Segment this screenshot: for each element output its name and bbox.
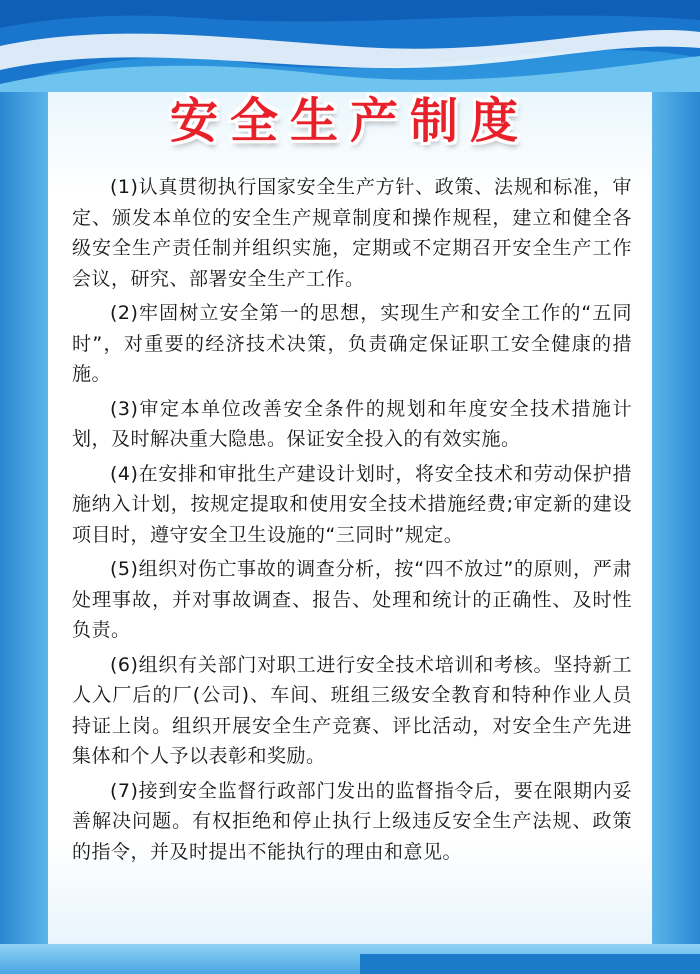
poster-title: 安全生产制度 [169,93,530,149]
regulation-item-7: (7)接到安全监督行政部门发出的监督指令后，要在限期内妥善解决问题。有权拒绝和停止执行上级违反安全生产法规、政策的指令，并及时提出不能执行的理由和意见。 [72,779,632,863]
regulation-item-4: (4)在安排和审批生产建设计划时，将安全技术和劳动保护措施纳入计划，按规定提取和使用安全技术措施经费;审定新的建设项目时，遵守安全卫生设施的“三同时”规定。 [72,462,632,546]
regulation-item-2: (2)牢固树立安全第一的思想，实现生产和安全工作的“五同时”，对重要的经济技术决策，负责确定保证职工安全健康的措施。 [72,302,632,385]
bottom-accent-bar [360,954,700,974]
regulation-text [72,172,632,871]
regulation-item-3: (3)审定本单位改善安全条件的规划和年度安全技术措施计划，及时解决重大隐患。保证安全投入的有效实施。 [72,397,632,450]
left-frame [0,92,48,944]
regulation-item-6: (6)组织有关部门对职工进行安全技术培训和考核。坚持新工人入厂后的厂(公司)、车间、班组三级安全教育和特种作业人员持证上岗。组织开展安全生产竞赛、评比活动，对安全生产先进集体和个人予以表彰和奖励。 [72,653,632,767]
regulation-item-5: (5)组织对伤亡事故的调查分析，按“四不放过”的原则，严肃处理事故，并对事故调查、报告、处理和统计的正确性、及时性负责。 [72,558,632,641]
regulation-item-1: (1)认真贯彻执行国家安全生产方针、政策、法规和标准，审定、颁发本单位的安全生产规章制度和操作规程，建立和健全各级安全生产责任制并组织实施，定期或不定期召开安全生产工作会议，研究、部署安全生产工作。 [72,176,632,290]
right-frame [652,92,700,944]
